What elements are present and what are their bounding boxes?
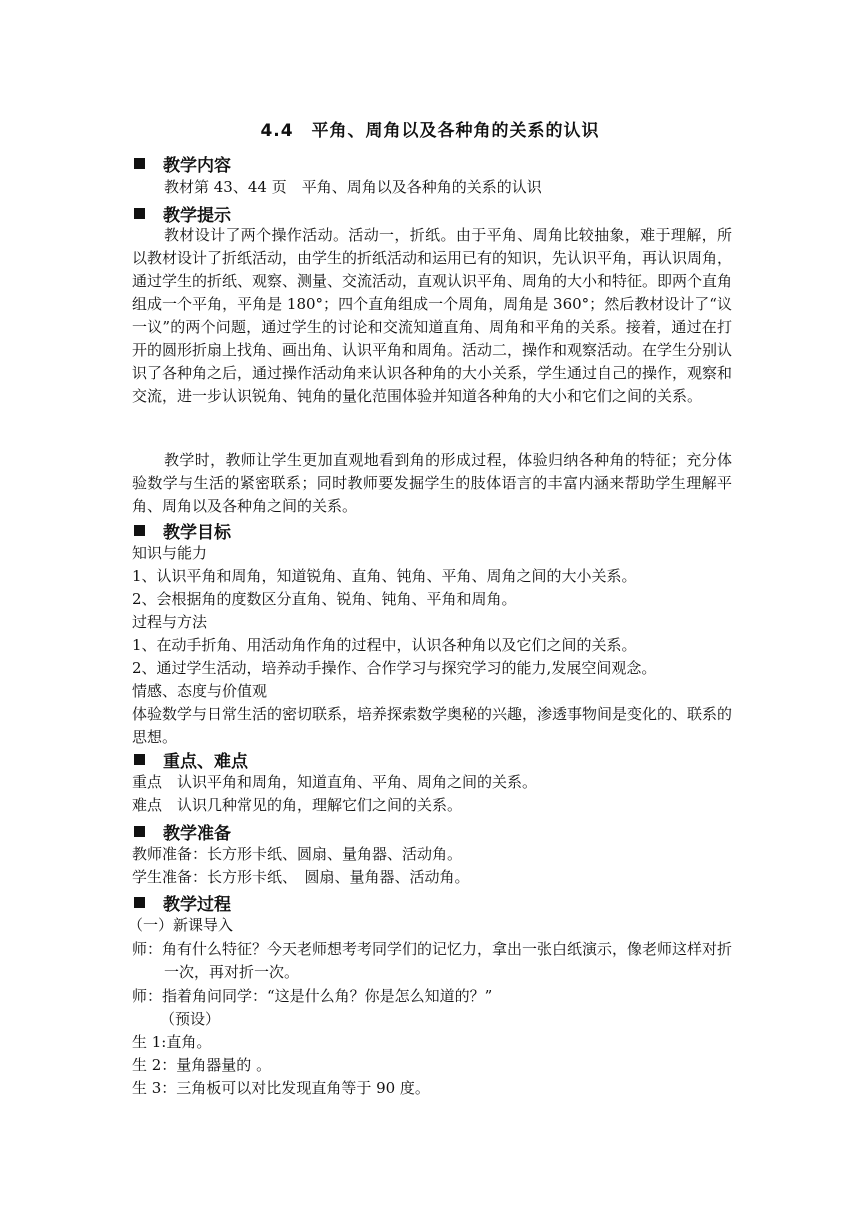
- student-prep: 学生准备：长方形卡纸、 圆扇、量角器、活动角。: [132, 868, 470, 886]
- goal-item: 1、在动手折角、用活动角作角的过程中，认识各种角以及它们之间的关系。: [132, 636, 637, 654]
- goals-subheading-process: 过程与方法: [132, 613, 208, 631]
- section-heading-text: 重点、难点: [163, 751, 248, 772]
- dialogue-note: （预设）: [160, 1010, 221, 1028]
- section-heading-content: [132, 150, 231, 176]
- goal-item: 2、通过学生活动，培养动手操作、合作学习与探究学习的能力,发展空间观念。: [132, 659, 657, 677]
- section-heading-text: 教学内容: [163, 155, 231, 176]
- square-bullet-icon: [134, 826, 145, 837]
- goal-item: 1、认识平角和周角，知道锐角、直角、钝角、平角、周角之间的大小关系。: [132, 567, 637, 585]
- square-bullet-icon: [134, 208, 145, 219]
- goal-item: 体验数学与日常生活的密切联系，培养探索数学奥秘的兴趣，渗透事物间是变化的、联系的思想。: [132, 705, 733, 746]
- section-heading-process: [132, 889, 231, 915]
- teacher-prep: 教师准备：长方形卡纸、圆扇、量角器、活动角。: [132, 845, 463, 863]
- dialogue-line: 师：指着角问同学：“这是什么角？你是怎么知道的？”: [132, 987, 493, 1005]
- square-bullet-icon: [134, 525, 145, 536]
- hint-paragraph-1: 教材设计了两个操作活动。活动一，折纸。由于平角、周角比较抽象，难于理解，所以教材设计了折纸活动，由学生的折纸活动和运用已有的知识，先认识平角，再认识周角，通过学生的折纸、观察、测量、交流活动，直观认识平角、周角的大小和特征。即两个直角组成一个平角，平角是 180°；四个直角组成一个周角，周角是 360°；然后教材设计了“议一议”的两个问题，通过学生的讨论和交流知道直角、周角和平角的关系。接着，通过在打开的圆形折扇上找角、画出角、认识平角和周角。活动二，操作和观察活动。在学生分别认识了各种角之后，通过操作活动角来认识各种角的大小关系，学生通过自己的操作，观察和交流，进一步认识锐角、钝角的量化范围体验并知道各种角的大小和它们之间的关系。: [132, 226, 733, 405]
- dialogue-line: 师：角有什么特征？今天老师想考考同学们的记忆力，拿出一张白纸演示，像老师这样对折一次，再对折一次。: [132, 940, 733, 981]
- dialogue-line: 生 1:直角。: [132, 1033, 212, 1051]
- square-bullet-icon: [134, 754, 145, 765]
- goals-subheading-knowledge: 知识与能力: [132, 544, 208, 562]
- dialogue-line: 生 2：量角器量的 。: [132, 1056, 272, 1074]
- content-text: 教材第 43、44 页 平角、周角以及各种角的关系的认识: [164, 178, 542, 196]
- section-heading-hint: [132, 200, 231, 226]
- section-heading-prep: [132, 818, 231, 844]
- difficult-point: 难点 认识几种常见的角，理解它们之间的关系。: [132, 796, 463, 814]
- dialogue-line: 生 3：三角板可以对比发现直角等于 90 度。: [132, 1079, 430, 1097]
- square-bullet-icon: [134, 897, 145, 908]
- hint-paragraph-2: 教学时，教师让学生更加直观地看到角的形成过程，体验归纳各种角的特征；充分体验数学与生活的紧密联系；同时教师要发掘学生的肢体语言的丰富内涵来帮助学生理解平角、周角以及各种角之间的关系。: [132, 451, 732, 515]
- section-heading-text: 教学过程: [163, 894, 231, 915]
- square-bullet-icon: [134, 158, 145, 169]
- process-step: （一）新课导入: [128, 916, 234, 934]
- goals-subheading-attitude: 情感、态度与价值观: [132, 682, 268, 700]
- goal-item: 2、会根据角的度数区分直角、锐角、钝角、平角和周角。: [132, 590, 517, 608]
- page-title: 4.4 平角、周角以及各种角的关系的认识: [260, 121, 600, 141]
- section-heading-text: 教学准备: [163, 823, 231, 844]
- section-heading-text: 教学提示: [163, 205, 231, 226]
- section-heading-goals: [132, 517, 231, 543]
- section-heading-text: 教学目标: [163, 522, 231, 543]
- key-point: 重点 认识平角和周角，知道直角、平角、周角之间的关系。: [132, 773, 538, 791]
- section-heading-key: [132, 746, 248, 772]
